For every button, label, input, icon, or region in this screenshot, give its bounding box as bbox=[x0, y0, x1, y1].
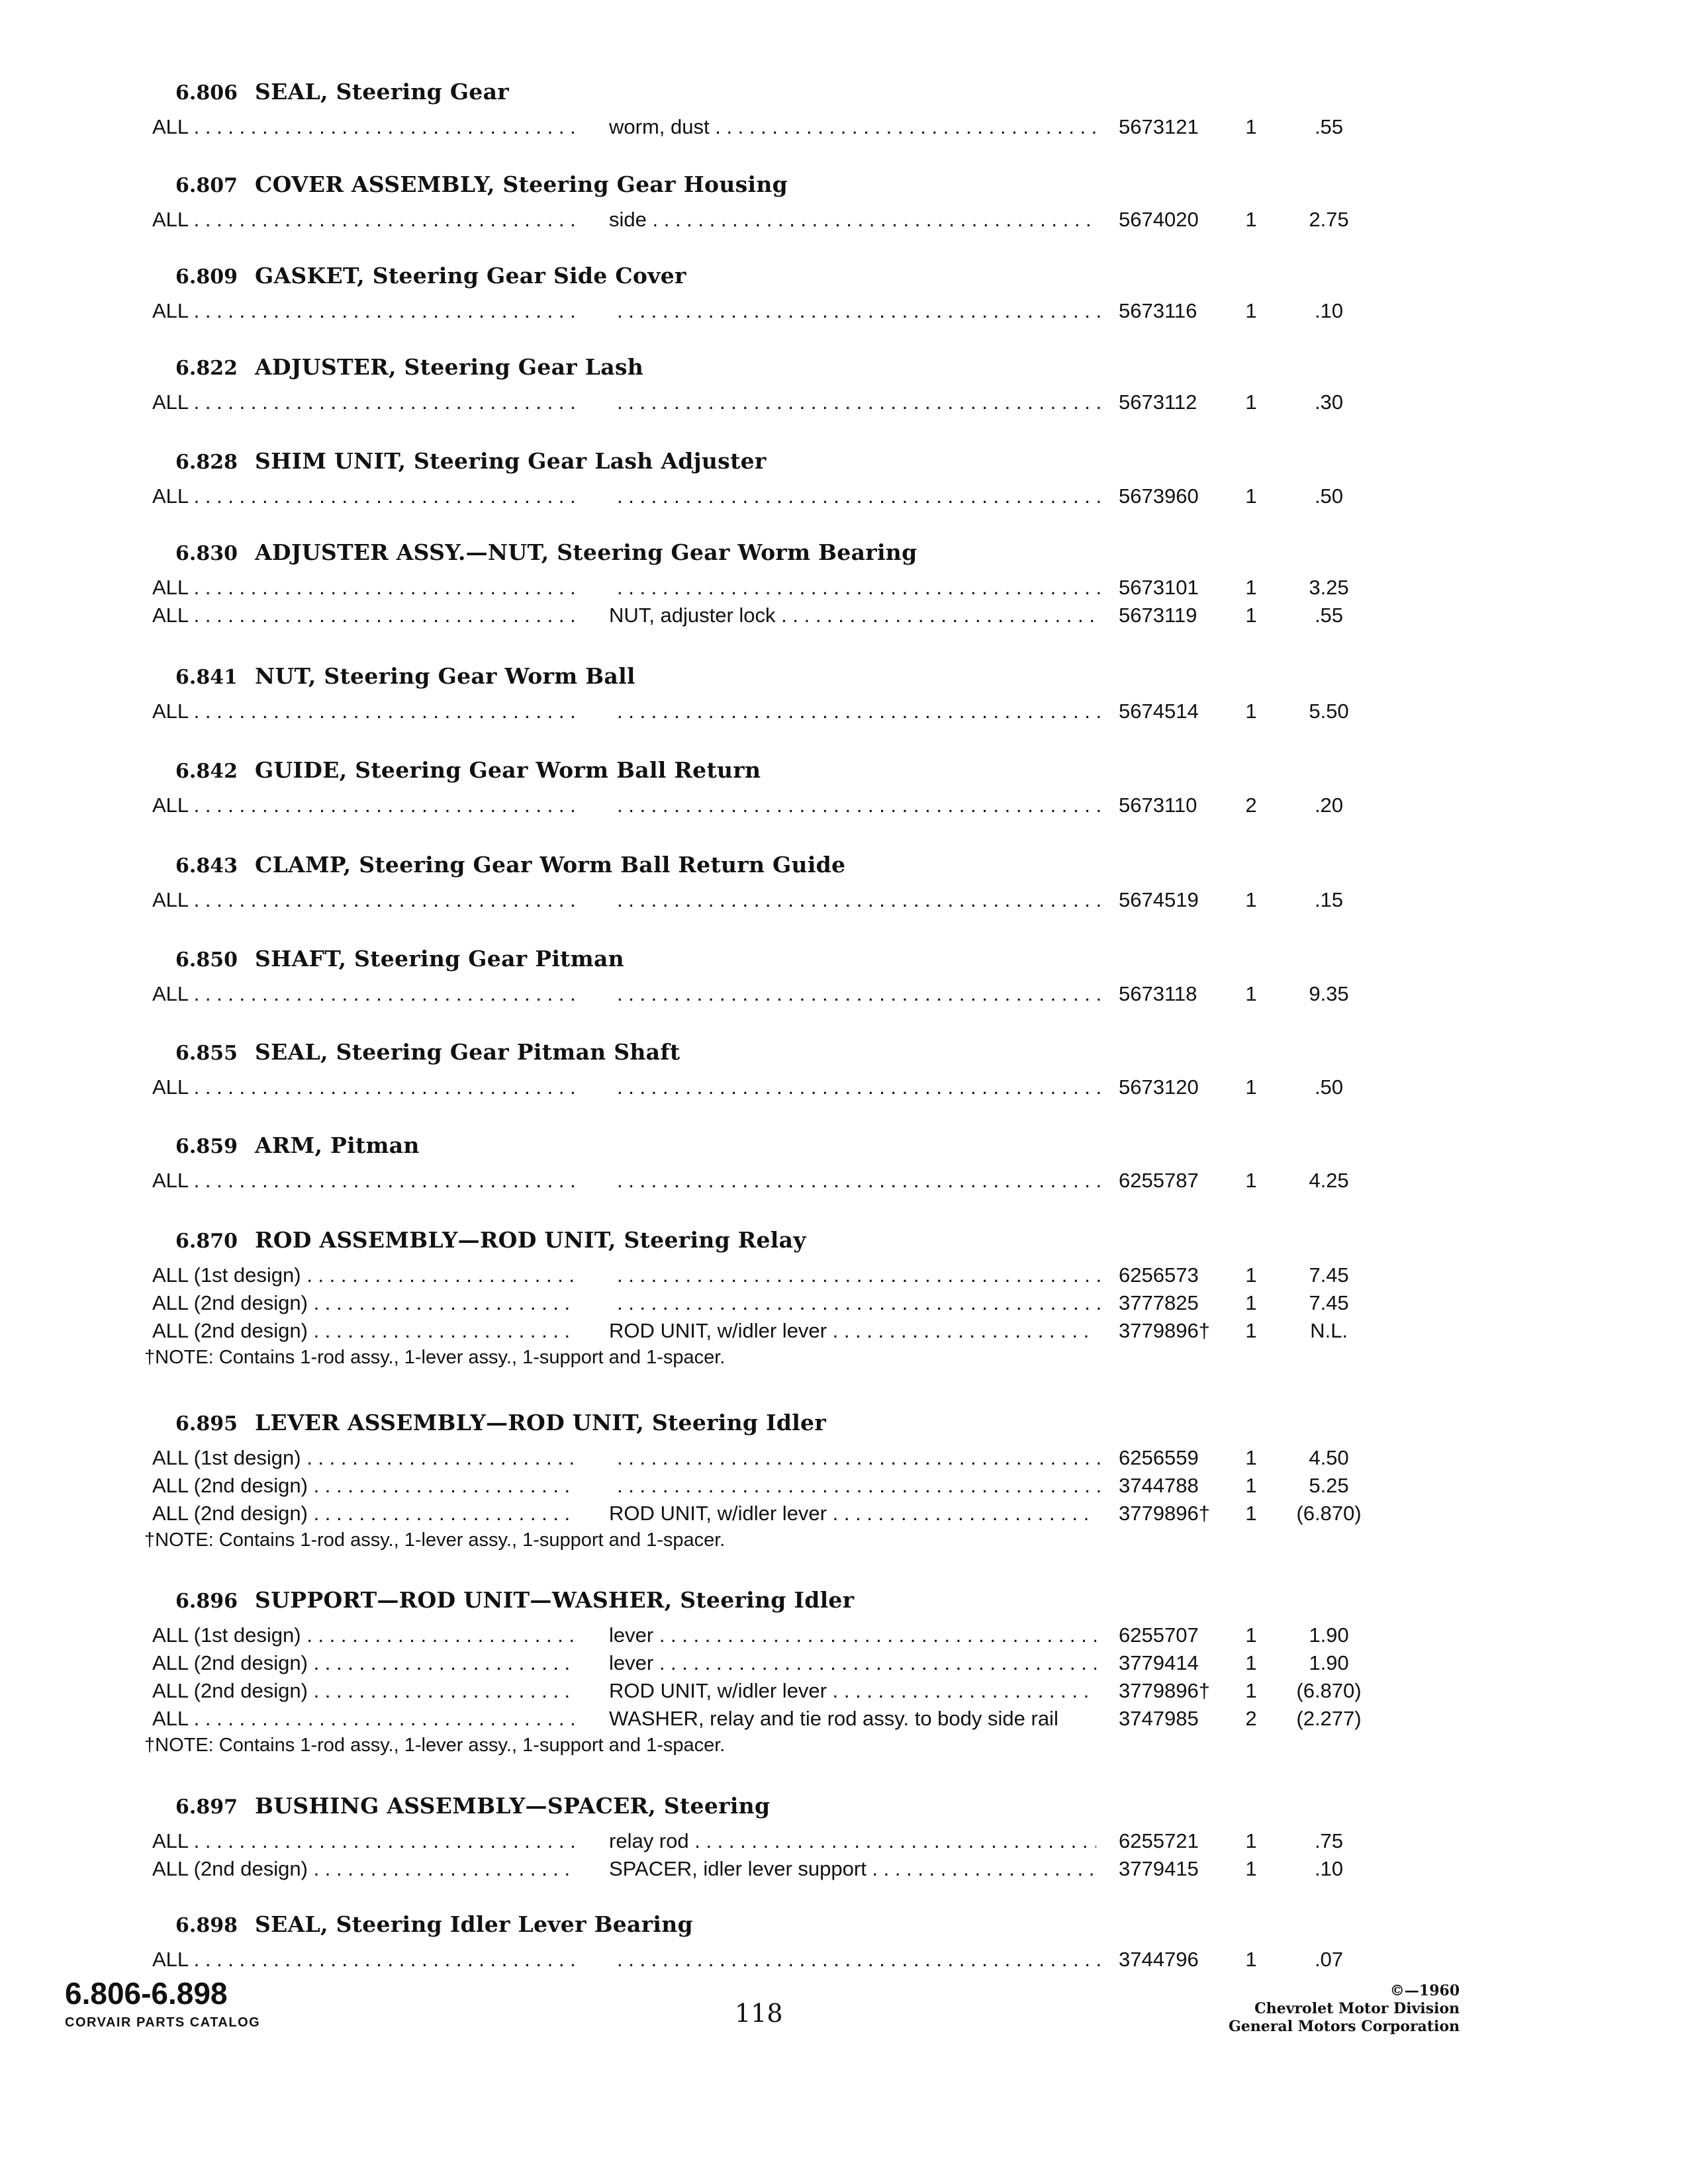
group-title: SEAL, Steering Gear Pitman Shaft bbox=[255, 1039, 680, 1065]
description-cell-text: worm, dust bbox=[609, 115, 710, 138]
price-cell: 7.45 bbox=[1309, 1291, 1349, 1314]
part-number-cell: 5674020 bbox=[1119, 208, 1199, 231]
application-cell bbox=[152, 1855, 576, 1883]
application-cell-text: ALL bbox=[152, 982, 189, 1005]
part-number-cell: 5673960 bbox=[1119, 484, 1199, 508]
part-row bbox=[0, 1621, 1688, 1649]
application-cell-text: ALL bbox=[152, 604, 189, 627]
part-number-cell: 6256573 bbox=[1119, 1263, 1199, 1287]
group-number: 6.843 bbox=[175, 854, 238, 878]
description-cell-text: ROD UNIT, w/idler lever bbox=[609, 1502, 827, 1525]
application-cell bbox=[152, 980, 576, 1008]
price-cell: 9.35 bbox=[1309, 982, 1349, 1005]
part-rows bbox=[0, 1827, 1688, 1883]
group-heading bbox=[175, 1790, 770, 1822]
application-cell bbox=[152, 1261, 576, 1289]
application-cell-text: ALL bbox=[152, 1169, 189, 1192]
group-title: BUSHING ASSEMBLY—SPACER, Steering bbox=[255, 1793, 771, 1819]
application-cell-text: ALL bbox=[152, 115, 189, 138]
part-number-cell: 5673119 bbox=[1119, 604, 1197, 627]
part-number-cell: 6256559 bbox=[1119, 1446, 1199, 1469]
division-name: Chevrolet Motor Division bbox=[1254, 2000, 1460, 2017]
group-heading bbox=[175, 1224, 806, 1256]
part-row bbox=[0, 1827, 1688, 1855]
price-cell: (2.277) bbox=[1296, 1707, 1362, 1730]
description-cell-text: NUT, adjuster lock bbox=[609, 604, 776, 627]
application-cell-text: ALL (2nd design) bbox=[152, 1502, 308, 1525]
application-cell-text: ALL bbox=[152, 299, 189, 322]
price-cell: 2.75 bbox=[1309, 208, 1349, 231]
footnote: †NOTE: Contains 1-rod assy., 1-lever assy., 1-support and 1-spacer. bbox=[144, 1735, 726, 1756]
part-number-cell: 3779896† bbox=[1119, 1319, 1210, 1342]
part-number-cell: 5674514 bbox=[1119, 700, 1199, 723]
application-cell bbox=[152, 297, 576, 325]
part-number-cell: 3779414 bbox=[1119, 1651, 1199, 1674]
price-cell: (6.870) bbox=[1296, 1502, 1362, 1525]
part-rows bbox=[0, 1073, 1688, 1101]
part-row bbox=[0, 1317, 1688, 1345]
application-cell-text: ALL bbox=[152, 700, 189, 723]
description-cell bbox=[609, 1167, 1104, 1195]
group-heading bbox=[175, 660, 635, 692]
description-cell bbox=[609, 698, 1104, 725]
group-number: 6.842 bbox=[175, 760, 238, 783]
group-heading bbox=[175, 76, 509, 108]
group-number: 6.841 bbox=[175, 666, 238, 689]
part-row bbox=[0, 206, 1688, 234]
description-cell-text: ROD UNIT, w/idler lever bbox=[609, 1679, 827, 1702]
application-cell bbox=[152, 1827, 576, 1855]
description-cell bbox=[609, 574, 1104, 602]
group-heading bbox=[175, 943, 624, 975]
price-cell: 1.90 bbox=[1309, 1623, 1349, 1647]
group-title: ROD ASSEMBLY—ROD UNIT, Steering Relay bbox=[255, 1227, 806, 1253]
group-heading bbox=[175, 260, 686, 292]
description-cell bbox=[609, 113, 1096, 141]
group-heading bbox=[175, 351, 643, 383]
description-cell bbox=[609, 1317, 1096, 1345]
group-heading bbox=[175, 1130, 420, 1161]
group-title: NUT, Steering Gear Worm Ball bbox=[255, 663, 635, 689]
part-number-cell: 5673121 bbox=[1119, 115, 1199, 138]
description-cell bbox=[609, 1261, 1104, 1289]
part-number-cell: 5673110 bbox=[1119, 794, 1197, 817]
quantity-cell: 1 bbox=[1245, 484, 1257, 508]
quantity-cell: 1 bbox=[1245, 299, 1257, 322]
part-row bbox=[0, 1500, 1688, 1527]
description-cell bbox=[609, 297, 1104, 325]
group-title: SEAL, Steering Idler Lever Bearing bbox=[255, 1911, 693, 1937]
description-cell bbox=[609, 1855, 1096, 1883]
section-range: 6.806-6.898 bbox=[65, 1976, 228, 2011]
description-cell bbox=[609, 1073, 1104, 1101]
price-cell: 7.45 bbox=[1309, 1263, 1349, 1287]
application-cell-text: ALL bbox=[152, 1829, 189, 1852]
part-rows bbox=[0, 1261, 1688, 1370]
part-rows bbox=[0, 388, 1688, 416]
quantity-cell: 1 bbox=[1245, 208, 1257, 231]
price-cell: 4.50 bbox=[1309, 1446, 1349, 1469]
price-cell: 3.25 bbox=[1309, 576, 1349, 599]
description-cell bbox=[609, 388, 1104, 416]
price-cell: (6.870) bbox=[1296, 1679, 1362, 1702]
application-cell bbox=[152, 1946, 576, 1974]
quantity-cell: 1 bbox=[1245, 888, 1257, 911]
quantity-cell: 1 bbox=[1245, 1169, 1257, 1192]
description-cell-text: SPACER, idler lever support bbox=[609, 1857, 867, 1880]
quantity-cell: 1 bbox=[1245, 1319, 1257, 1342]
part-row bbox=[0, 1261, 1688, 1289]
part-row bbox=[0, 792, 1688, 819]
part-number-cell: 5673112 bbox=[1119, 390, 1197, 414]
price-cell: .55 bbox=[1314, 604, 1344, 627]
quantity-cell: 1 bbox=[1245, 982, 1257, 1005]
part-rows bbox=[0, 297, 1688, 325]
group-title: ARM, Pitman bbox=[255, 1132, 420, 1158]
price-cell: .30 bbox=[1314, 390, 1344, 414]
part-row bbox=[0, 113, 1688, 141]
application-cell bbox=[152, 1649, 576, 1677]
part-row bbox=[0, 388, 1688, 416]
group-title: SHAFT, Steering Gear Pitman bbox=[255, 946, 624, 972]
quantity-cell: 1 bbox=[1245, 115, 1257, 138]
description-cell bbox=[609, 1649, 1096, 1677]
application-cell-text: ALL (2nd design) bbox=[152, 1319, 308, 1342]
description-cell bbox=[609, 1472, 1104, 1500]
description-cell-text: WASHER, relay and tie rod assy. to body side rail bbox=[609, 1707, 1058, 1730]
description-cell bbox=[609, 1946, 1104, 1974]
part-number-cell: 5673118 bbox=[1119, 982, 1197, 1005]
part-rows bbox=[0, 206, 1688, 234]
description-cell bbox=[609, 206, 1096, 234]
application-cell bbox=[152, 698, 576, 725]
part-row bbox=[0, 1946, 1688, 1974]
part-row bbox=[0, 1705, 1688, 1733]
price-cell: .55 bbox=[1314, 115, 1344, 138]
price-cell: .50 bbox=[1314, 1075, 1344, 1099]
part-number-cell: 3744788 bbox=[1119, 1474, 1199, 1497]
quantity-cell: 1 bbox=[1245, 390, 1257, 414]
description-cell-text: side bbox=[609, 208, 647, 231]
description-cell bbox=[609, 1827, 1096, 1855]
group-title: CLAMP, Steering Gear Worm Ball Return Guide bbox=[255, 852, 846, 878]
part-row bbox=[0, 1649, 1688, 1677]
price-cell: .75 bbox=[1314, 1829, 1344, 1852]
part-number-cell: 6255721 bbox=[1119, 1829, 1199, 1852]
part-row bbox=[0, 1289, 1688, 1317]
price-cell: 4.25 bbox=[1309, 1169, 1349, 1192]
group-number: 6.809 bbox=[175, 265, 238, 289]
group-title: COVER ASSEMBLY, Steering Gear Housing bbox=[255, 171, 788, 197]
group-title: SEAL, Steering Gear bbox=[255, 79, 509, 105]
application-cell-text: ALL (2nd design) bbox=[152, 1679, 308, 1702]
part-rows bbox=[0, 886, 1688, 914]
quantity-cell: 1 bbox=[1245, 1291, 1257, 1314]
price-cell: .10 bbox=[1314, 1857, 1344, 1880]
application-cell bbox=[152, 1500, 576, 1527]
application-cell bbox=[152, 1472, 576, 1500]
quantity-cell: 2 bbox=[1245, 794, 1257, 817]
description-cell bbox=[609, 1621, 1096, 1649]
application-cell-text: ALL bbox=[152, 1948, 189, 1971]
group-heading bbox=[175, 849, 845, 881]
footnote: †NOTE: Contains 1-rod assy., 1-lever assy., 1-support and 1-spacer. bbox=[144, 1529, 726, 1551]
group-heading bbox=[175, 169, 788, 201]
quantity-cell: 1 bbox=[1245, 1948, 1257, 1971]
application-cell bbox=[152, 574, 576, 602]
group-number: 6.850 bbox=[175, 948, 238, 972]
application-cell bbox=[152, 792, 576, 819]
application-cell-text: ALL bbox=[152, 208, 189, 231]
group-heading bbox=[175, 1584, 854, 1616]
part-number-cell: 3747985 bbox=[1119, 1707, 1199, 1730]
copyright: ©—1960 bbox=[1389, 1982, 1460, 1999]
publisher-block bbox=[1229, 1982, 1460, 2036]
application-cell bbox=[152, 1167, 576, 1195]
part-rows bbox=[0, 574, 1688, 629]
application-cell-text: ALL bbox=[152, 390, 189, 414]
group-heading bbox=[175, 1036, 680, 1068]
part-number-cell: 3779896† bbox=[1119, 1679, 1210, 1702]
application-cell bbox=[152, 482, 576, 510]
part-rows bbox=[0, 1621, 1688, 1758]
group-heading bbox=[175, 1909, 693, 1940]
part-number-cell: 3777825 bbox=[1119, 1291, 1199, 1314]
group-number: 6.898 bbox=[175, 1914, 238, 1937]
application-cell-text: ALL (2nd design) bbox=[152, 1651, 308, 1674]
part-row bbox=[0, 1073, 1688, 1101]
group-title: SHIM UNIT, Steering Gear Lash Adjuster bbox=[255, 448, 767, 474]
application-cell-text: ALL bbox=[152, 1075, 189, 1099]
group-heading bbox=[175, 1407, 826, 1439]
application-cell bbox=[152, 1677, 576, 1705]
quantity-cell: 1 bbox=[1245, 576, 1257, 599]
group-title: GUIDE, Steering Gear Worm Ball Return bbox=[255, 757, 761, 783]
part-rows bbox=[0, 792, 1688, 819]
group-number: 6.807 bbox=[175, 174, 238, 197]
group-number: 6.870 bbox=[175, 1230, 238, 1253]
footnote: †NOTE: Contains 1-rod assy., 1-lever assy., 1-support and 1-spacer. bbox=[144, 1347, 726, 1368]
group-number: 6.806 bbox=[175, 81, 238, 105]
quantity-cell: 1 bbox=[1245, 1679, 1257, 1702]
description-cell bbox=[609, 980, 1104, 1008]
description-cell-text: lever bbox=[609, 1651, 654, 1674]
price-cell: .20 bbox=[1314, 794, 1344, 817]
quantity-cell: 1 bbox=[1245, 700, 1257, 723]
description-cell bbox=[609, 1677, 1096, 1705]
part-number-cell: 6255787 bbox=[1119, 1169, 1199, 1192]
description-cell bbox=[609, 1289, 1104, 1317]
part-rows bbox=[0, 1946, 1688, 1974]
catalog-name: CORVAIR PARTS CATALOG bbox=[65, 2015, 261, 2030]
group-number: 6.896 bbox=[175, 1590, 238, 1613]
group-number: 6.895 bbox=[175, 1412, 238, 1435]
part-row bbox=[0, 297, 1688, 325]
quantity-cell: 2 bbox=[1245, 1707, 1257, 1730]
group-title: GASKET, Steering Gear Side Cover bbox=[255, 263, 686, 289]
part-row bbox=[0, 1444, 1688, 1472]
group-number: 6.828 bbox=[175, 451, 238, 474]
price-cell: .50 bbox=[1314, 484, 1344, 508]
description-cell bbox=[609, 792, 1104, 819]
group-heading bbox=[175, 537, 917, 569]
part-number-cell: 3779415 bbox=[1119, 1857, 1199, 1880]
part-rows bbox=[0, 698, 1688, 725]
page-number: 118 bbox=[735, 1999, 783, 2028]
application-cell-text: ALL bbox=[152, 576, 189, 599]
quantity-cell: 1 bbox=[1245, 1474, 1257, 1497]
description-cell-text: ROD UNIT, w/idler lever bbox=[609, 1319, 827, 1342]
part-rows bbox=[0, 1167, 1688, 1195]
part-number-cell: 6255707 bbox=[1119, 1623, 1199, 1647]
application-cell bbox=[152, 1317, 576, 1345]
application-cell-text: ALL bbox=[152, 1707, 189, 1730]
group-title: ADJUSTER, Steering Gear Lash bbox=[255, 354, 644, 380]
part-number-cell: 3779896† bbox=[1119, 1502, 1210, 1525]
part-row bbox=[0, 1855, 1688, 1883]
part-number-cell: 5674519 bbox=[1119, 888, 1199, 911]
quantity-cell: 1 bbox=[1245, 1446, 1257, 1469]
quantity-cell: 1 bbox=[1245, 1075, 1257, 1099]
group-number: 6.830 bbox=[175, 542, 238, 565]
part-row bbox=[0, 1677, 1688, 1705]
description-cell bbox=[609, 1444, 1104, 1472]
application-cell bbox=[152, 886, 576, 914]
description-cell bbox=[609, 1705, 1096, 1733]
part-number-cell: 3744796 bbox=[1119, 1948, 1199, 1971]
description-cell bbox=[609, 602, 1096, 629]
application-cell bbox=[152, 206, 576, 234]
group-number: 6.822 bbox=[175, 357, 238, 380]
part-row bbox=[0, 980, 1688, 1008]
quantity-cell: 1 bbox=[1245, 1651, 1257, 1674]
application-cell bbox=[152, 602, 576, 629]
quantity-cell: 1 bbox=[1245, 1857, 1257, 1880]
group-heading bbox=[175, 754, 761, 786]
price-cell: .07 bbox=[1314, 1948, 1344, 1971]
description-cell bbox=[609, 482, 1104, 510]
part-rows bbox=[0, 980, 1688, 1008]
application-cell-text: ALL (2nd design) bbox=[152, 1291, 308, 1314]
description-cell-text: lever bbox=[609, 1623, 654, 1647]
quantity-cell: 1 bbox=[1245, 604, 1257, 627]
corporation-name: General Motors Corporation bbox=[1228, 2018, 1460, 2035]
price-cell: 1.90 bbox=[1309, 1651, 1349, 1674]
application-cell-text: ALL bbox=[152, 484, 189, 508]
group-number: 6.897 bbox=[175, 1796, 238, 1819]
part-row bbox=[0, 574, 1688, 602]
application-cell-text: ALL (1st design) bbox=[152, 1623, 301, 1647]
group-title: SUPPORT—ROD UNIT—WASHER, Steering Idler bbox=[255, 1587, 855, 1613]
part-row bbox=[0, 602, 1688, 629]
application-cell bbox=[152, 113, 576, 141]
group-title: LEVER ASSEMBLY—ROD UNIT, Steering Idler bbox=[255, 1410, 827, 1435]
quantity-cell: 1 bbox=[1245, 1502, 1257, 1525]
application-cell bbox=[152, 1705, 576, 1733]
price-cell: 5.25 bbox=[1309, 1474, 1349, 1497]
description-cell bbox=[609, 1500, 1096, 1527]
application-cell-text: ALL (2nd design) bbox=[152, 1857, 308, 1880]
application-cell bbox=[152, 1621, 576, 1649]
price-cell: .15 bbox=[1314, 888, 1344, 911]
application-cell-text: ALL bbox=[152, 794, 189, 817]
price-cell: N.L. bbox=[1310, 1319, 1348, 1342]
part-row bbox=[0, 1167, 1688, 1195]
application-cell bbox=[152, 1444, 576, 1472]
application-cell bbox=[152, 1289, 576, 1317]
part-rows bbox=[0, 113, 1688, 141]
quantity-cell: 1 bbox=[1245, 1623, 1257, 1647]
part-number-cell: 5673101 bbox=[1119, 576, 1199, 599]
description-cell-text: relay rod bbox=[609, 1829, 689, 1852]
quantity-cell: 1 bbox=[1245, 1263, 1257, 1287]
description-cell bbox=[609, 886, 1104, 914]
part-row bbox=[0, 482, 1688, 510]
application-cell-text: ALL (1st design) bbox=[152, 1446, 301, 1469]
part-number-cell: 5673116 bbox=[1119, 299, 1197, 322]
application-cell-text: ALL bbox=[152, 888, 189, 911]
group-heading bbox=[175, 445, 767, 477]
group-number: 6.855 bbox=[175, 1042, 238, 1065]
part-rows bbox=[0, 482, 1688, 510]
group-title: ADJUSTER ASSY.—NUT, Steering Gear Worm Bearing bbox=[255, 539, 917, 565]
part-rows bbox=[0, 1444, 1688, 1553]
quantity-cell: 1 bbox=[1245, 1829, 1257, 1852]
price-cell: .10 bbox=[1314, 299, 1344, 322]
application-cell-text: ALL (1st design) bbox=[152, 1263, 301, 1287]
part-row bbox=[0, 698, 1688, 725]
part-number-cell: 5673120 bbox=[1119, 1075, 1199, 1099]
part-row bbox=[0, 886, 1688, 914]
group-number: 6.859 bbox=[175, 1135, 238, 1158]
price-cell: 5.50 bbox=[1309, 700, 1349, 723]
application-cell bbox=[152, 388, 576, 416]
application-cell bbox=[152, 1073, 576, 1101]
part-row bbox=[0, 1472, 1688, 1500]
application-cell-text: ALL (2nd design) bbox=[152, 1474, 308, 1497]
